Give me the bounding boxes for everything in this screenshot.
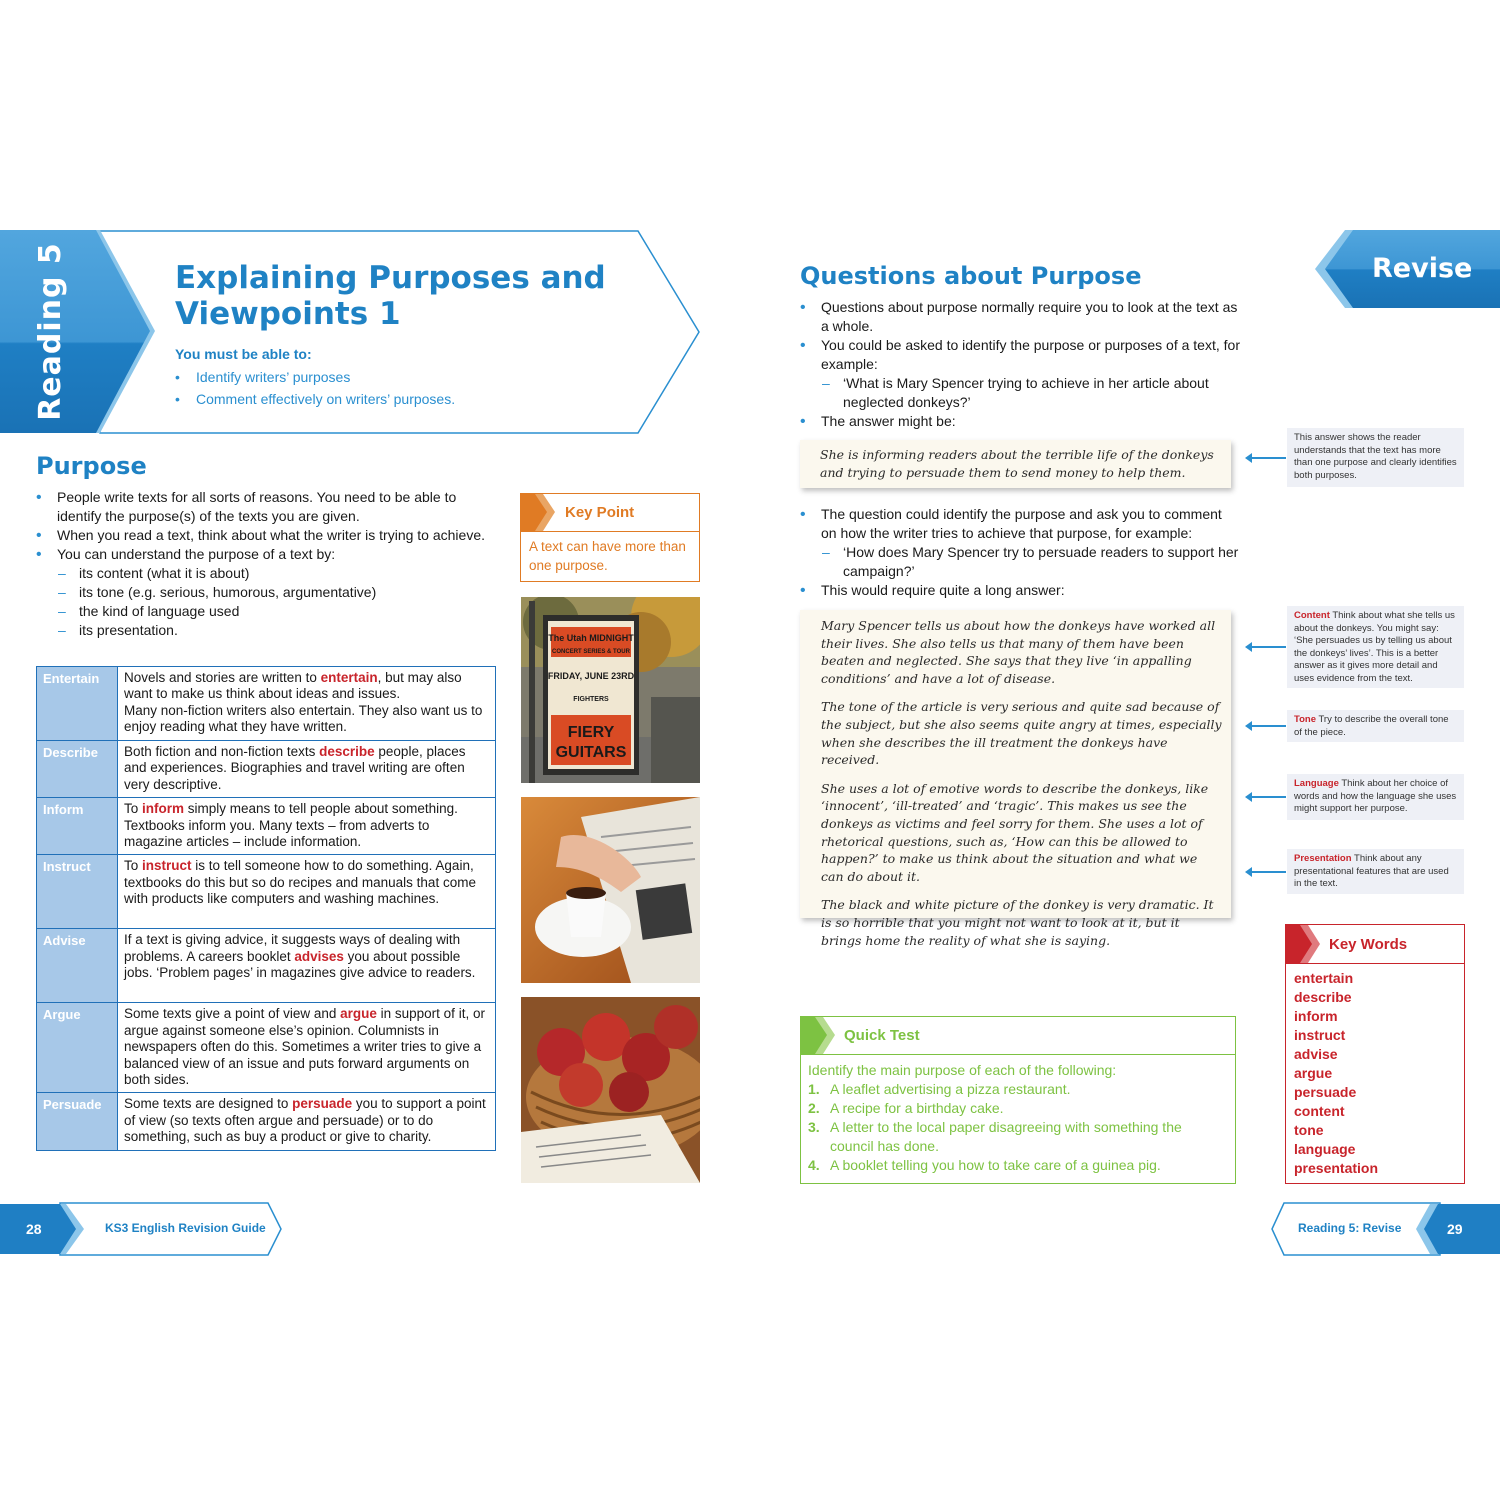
questions-heading: Questions about Purpose (800, 262, 1142, 290)
answer-paragraph: Mary Spencer tells us about how the donkeys have worked all their lives. She also tells us that many of them have been beaten and neglected. She says that they live ‘in appalling conditions’ and have a lot of disease. (821, 618, 1216, 686)
arrow-to-note-language (1250, 796, 1286, 798)
key-word-highlight: advises (294, 948, 344, 964)
purpose-bullet: • When you read a text, think about what the writer is trying to achieve. (36, 526, 504, 545)
table-row (37, 1093, 496, 1150)
quick-test-header (801, 1017, 1235, 1055)
key-words-title: Key Words (1329, 936, 1408, 953)
note-text: Try to describe the overall tone of the piece. (1294, 714, 1449, 738)
key-word: advise (1294, 1046, 1338, 1062)
purpose-subitem: – its content (what it is about) (36, 564, 504, 583)
note-tag: Presentation (1294, 853, 1352, 864)
key-word: describe (1294, 989, 1352, 1005)
answer-paragraph: The black and white picture of the donkey is very dramatic. It is so horrible that you might not want to look at it, but it brings home the reality of what she is saying. (821, 897, 1214, 948)
questions-subitem: – ‘How does Mary Spencer try to persuade readers to support her campaign?’ (800, 543, 1240, 581)
table-row (37, 798, 496, 855)
poster-line-5: FIERY (567, 724, 615, 741)
purpose-bullet: • You can understand the purpose of a text by: (36, 545, 504, 564)
arrow-to-note-content (1250, 646, 1286, 648)
table-term: Instruct (37, 855, 118, 929)
note-tag: Language (1294, 778, 1339, 789)
poster-line-6: GUITARS (555, 744, 627, 761)
questions-bullet: • You could be asked to identify the purpose or purposes of a text, for example: (800, 336, 1240, 374)
questions-bullet: • The answer might be: (800, 412, 1240, 431)
section-tab-label: Reading 5 (32, 242, 68, 421)
key-point-box (520, 493, 700, 582)
key-word-highlight: instruct (142, 858, 192, 874)
quick-test-intro: Identify the main purpose of each of the following: (808, 1062, 1117, 1078)
questions-bullet: • Questions about purpose normally require you to look at the text as a whole. (800, 298, 1240, 336)
quick-test-item: 3. A letter to the local paper disagreeing with something the council has done. (808, 1119, 1182, 1154)
key-word: inform (1294, 1008, 1338, 1024)
objective-item: • Comment effectively on writers’ purposes. (175, 388, 595, 410)
poster-line-3: FRIDAY, JUNE 23RD (547, 671, 635, 681)
objectives-list (175, 366, 595, 410)
note-text: Think about any presentational features that are used in the text. (1294, 853, 1449, 890)
quick-test-item: 4. A booklet telling you how to take care of a guinea pig. (808, 1157, 1161, 1173)
table-term: Persuade (37, 1093, 118, 1150)
poster-line-2: CONCERT SERIES & TOUR (552, 649, 630, 655)
poster-line-4: FIGHTERS (573, 696, 609, 703)
quick-test-box (800, 1016, 1236, 1184)
page-number-right: 29 (1447, 1221, 1463, 1237)
table-description: To inform simply means to tell people about something. Textbooks inform you. Many texts – from adverts to magazine articles – include information. (118, 798, 496, 855)
revise-tab: Revise (1372, 253, 1473, 284)
key-point-title: Key Point (565, 504, 635, 521)
key-words-header (1286, 925, 1464, 964)
table-row (37, 929, 496, 1003)
purpose-subitem: – the kind of language used (36, 602, 504, 621)
questions-bullet: • The question could identify the purpose and ask you to comment on how the writer tries to achieve that purpose, for example: (800, 505, 1240, 543)
note-text: Think about what she tells us about the donkeys. You might say: ‘She persuades us by telling us about the donkeys’ lives’. This is a better answer as it gives more detail and uses evidence from the text. (1294, 610, 1455, 684)
quick-test-item: 1. A leaflet advertising a pizza restaurant. (808, 1081, 1071, 1097)
margin-note-text: This answer shows the reader understands that the text has more than one purpose and clearly identifies both purposes. (1294, 432, 1457, 481)
key-word: presentation (1294, 1160, 1379, 1176)
arrow-to-note-1 (1250, 457, 1286, 459)
footer-book-title: KS3 English Revision Guide (105, 1221, 266, 1235)
objective-item: • Identify writers’ purposes (175, 366, 595, 388)
note-tag: Tone (1294, 714, 1316, 725)
example-answer-short (800, 440, 1231, 488)
key-word: tone (1294, 1122, 1324, 1138)
purpose-subitem: – its tone (e.g. serious, humorous, argumentative) (36, 583, 504, 602)
arrow-to-note-presentation (1250, 871, 1286, 873)
key-word-highlight: argue (340, 1006, 377, 1022)
table-row (37, 667, 496, 741)
key-words-box (1285, 924, 1465, 1184)
apples-basket-photo (521, 997, 700, 1183)
arrow-to-note-tone (1250, 725, 1286, 727)
quick-test-body (801, 1055, 1235, 1181)
key-word: instruct (1294, 1027, 1346, 1043)
table-description: Some texts are designed to persuade you to support a point of view (so texts often argue and persuade) or to do something, such as buy a product or give to charity. (118, 1093, 496, 1150)
key-word-highlight: persuade (292, 1096, 353, 1112)
note-tag: Content (1294, 610, 1330, 621)
purpose-list (36, 488, 504, 640)
page-title-line-1: Explaining Purposes and (175, 260, 606, 296)
purpose-subitem: – its presentation. (36, 621, 504, 640)
key-word: content (1294, 1103, 1345, 1119)
margin-note-tone (1287, 710, 1464, 742)
poster-line-1: The Utah MIDNIGHT (548, 633, 634, 643)
table-row (37, 1003, 496, 1093)
table-description: Both fiction and non-fiction texts describe people, places and experiences. Biographies and travel writing are often very descriptive. (118, 741, 496, 798)
questions-bullet: • This would require quite a long answer: (800, 581, 1240, 600)
key-point-text: A text can have more than one purpose. (529, 539, 686, 573)
page-title (175, 260, 635, 332)
questions-list-1 (800, 298, 1240, 431)
example-answer-long (800, 610, 1231, 948)
table-term: Argue (37, 1003, 118, 1093)
quick-test-arrow-icon (801, 1017, 841, 1054)
table-term: Advise (37, 929, 118, 1003)
footer-section-title: Reading 5: Revise (1298, 1221, 1402, 1235)
key-word: argue (1294, 1065, 1333, 1081)
key-words-arrow-icon (1286, 925, 1326, 963)
page-number-left: 28 (26, 1221, 42, 1237)
questions-subitem: – ‘What is Mary Spencer trying to achieve in her article about neglected donkeys?’ (800, 374, 1240, 412)
table-row (37, 855, 496, 929)
coffee-newspaper-photo (521, 797, 700, 983)
answer-text: She is informing readers about the terrible life of the donkeys and trying to persuade them to send money to help them. (820, 447, 1214, 480)
key-word: entertain (1294, 970, 1354, 986)
key-word-highlight: describe (319, 744, 375, 759)
key-word: persuade (1294, 1084, 1357, 1100)
key-point-arrow-icon (521, 494, 561, 531)
table-term: Entertain (37, 667, 118, 741)
key-word-highlight: entertain (320, 670, 378, 685)
section-tab (0, 230, 100, 433)
margin-note-presentation (1287, 849, 1464, 894)
table-description: If a text is giving advice, it suggests ways of dealing with problems. A careers booklet advises you about possible jobs. ‘Problem pages’ in magazines give advice to readers. (118, 929, 496, 1003)
table-row (37, 741, 496, 798)
quick-test-list (808, 1080, 1228, 1175)
purpose-table (36, 666, 496, 1151)
table-description: Novels and stories are written to entertain, but may also want to make us think about ideas and issues. Many non-fiction writers also entertain. They also want us to enjoy reading what they have written. (118, 667, 496, 741)
key-word: language (1294, 1141, 1356, 1157)
questions-list-2 (800, 505, 1240, 600)
objectives-title: You must be able to: (175, 346, 312, 362)
margin-note (1287, 428, 1464, 487)
purpose-bullet: • People write texts for all sorts of reasons. You need to be able to identify the purpose(s) of the texts you are given. (36, 488, 504, 526)
note-text: Think about her choice of words and how the language she uses might support her purpose. (1294, 778, 1457, 815)
quick-test-title: Quick Test (844, 1027, 920, 1044)
table-description: Some texts give a point of view and argue in support of it, or argue against someone else’s opinion. Columnists in newspapers often do this. Sometimes a writer tries to give a balanced view of an issue and puts forward arguments on both sides. (118, 1003, 496, 1093)
answer-paragraph: She uses a lot of emotive words to describe the donkeys, like ‘innocent’, ‘ill-treated’ and ‘tragic’. This makes us see the donkeys as victims and feel sorry for them. She uses a lot of rhetorical questions, such as, ‘How can this be allowed to happen?’ to make us think about the situation and what we can do about it. (821, 780, 1209, 884)
page-title-line-2: Viewpoints 1 (175, 296, 401, 332)
quick-test-item: 2. A recipe for a birthday cake. (808, 1100, 1004, 1116)
key-word-highlight: inform (142, 801, 185, 817)
answer-paragraph: The tone of the article is very serious and quite sad because of the subject, but she also seems quite angry at times, especially when she describes the ill treatment the donkeys have received. (821, 699, 1222, 768)
concert-poster-photo (521, 597, 700, 783)
purpose-heading: Purpose (36, 452, 147, 480)
table-description: To instruct is to tell someone how to do something. Again, textbooks do this but so do recipes and manuals that come with products like computers and washing machines. (118, 855, 496, 929)
margin-note-language (1287, 774, 1464, 820)
key-point-header (521, 494, 699, 532)
table-term: Inform (37, 798, 118, 855)
table-term: Describe (37, 741, 118, 798)
margin-note-content (1287, 606, 1464, 688)
key-words-list (1286, 964, 1464, 1183)
